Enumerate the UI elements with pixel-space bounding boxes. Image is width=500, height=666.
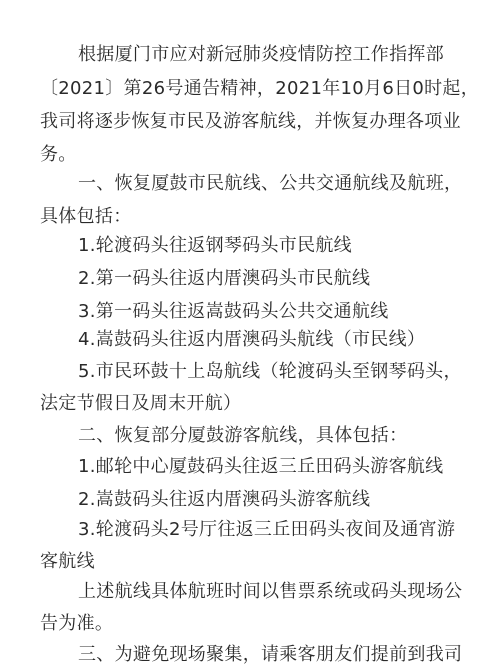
- intro-line-2: 〔2021〕第26号通告精神，2021年10月6日0时起，: [40, 78, 480, 99]
- section1-item-2: 2.第一码头往返内厝澳码头市民航线: [78, 268, 371, 289]
- section1-item-5-line-1: 5.市民环鼓十上岛航线（轮渡码头至钢琴码头，: [78, 361, 462, 382]
- section1-item-1: 1.轮渡码头往返钢琴码头市民航线: [78, 235, 352, 256]
- section2-item-3-line-2: 客航线: [40, 551, 95, 572]
- section1-item-5-line-2: 法定节假日及周末开航）: [40, 393, 242, 414]
- section2-heading: 二、恢复部分厦鼓游客航线，具体包括：: [78, 425, 408, 446]
- intro-line-3: 我司将逐步恢复市民及游客航线，并恢复办理各项业: [40, 111, 461, 132]
- section1-heading-line-1: 一、恢复厦鼓市民航线、公共交通航线及航班，: [78, 173, 463, 194]
- section2-item-1: 1.邮轮中心厦鼓码头往返三丘田码头游客航线: [78, 456, 444, 477]
- section1-item-3: 3.第一码头往返嵩鼓码头公共交通航线: [78, 301, 389, 322]
- section1-heading-line-2: 具体包括：: [40, 206, 132, 227]
- section2-item-3-line-1: 3.轮渡码头2号厅往返三丘田码头夜间及通宵游: [78, 519, 456, 540]
- intro-line-4: 务。: [40, 144, 77, 165]
- schedule-note-line-1: 上述航线具体航班时间以售票系统或码头现场公: [78, 581, 463, 602]
- section2-item-2: 2.嵩鼓码头往返内厝澳码头游客航线: [78, 489, 371, 510]
- schedule-note-line-2: 告为准。: [40, 613, 114, 634]
- intro-line-1: 根据厦门市应对新冠肺炎疫情防控工作指挥部: [78, 44, 444, 65]
- section1-item-4: 4.嵩鼓码头往返内厝澳码头航线（市民线）: [78, 329, 426, 350]
- section3-heading-line-1: 三、为避免现场聚集，请乘客朋友们提前到我司: [78, 644, 463, 665]
